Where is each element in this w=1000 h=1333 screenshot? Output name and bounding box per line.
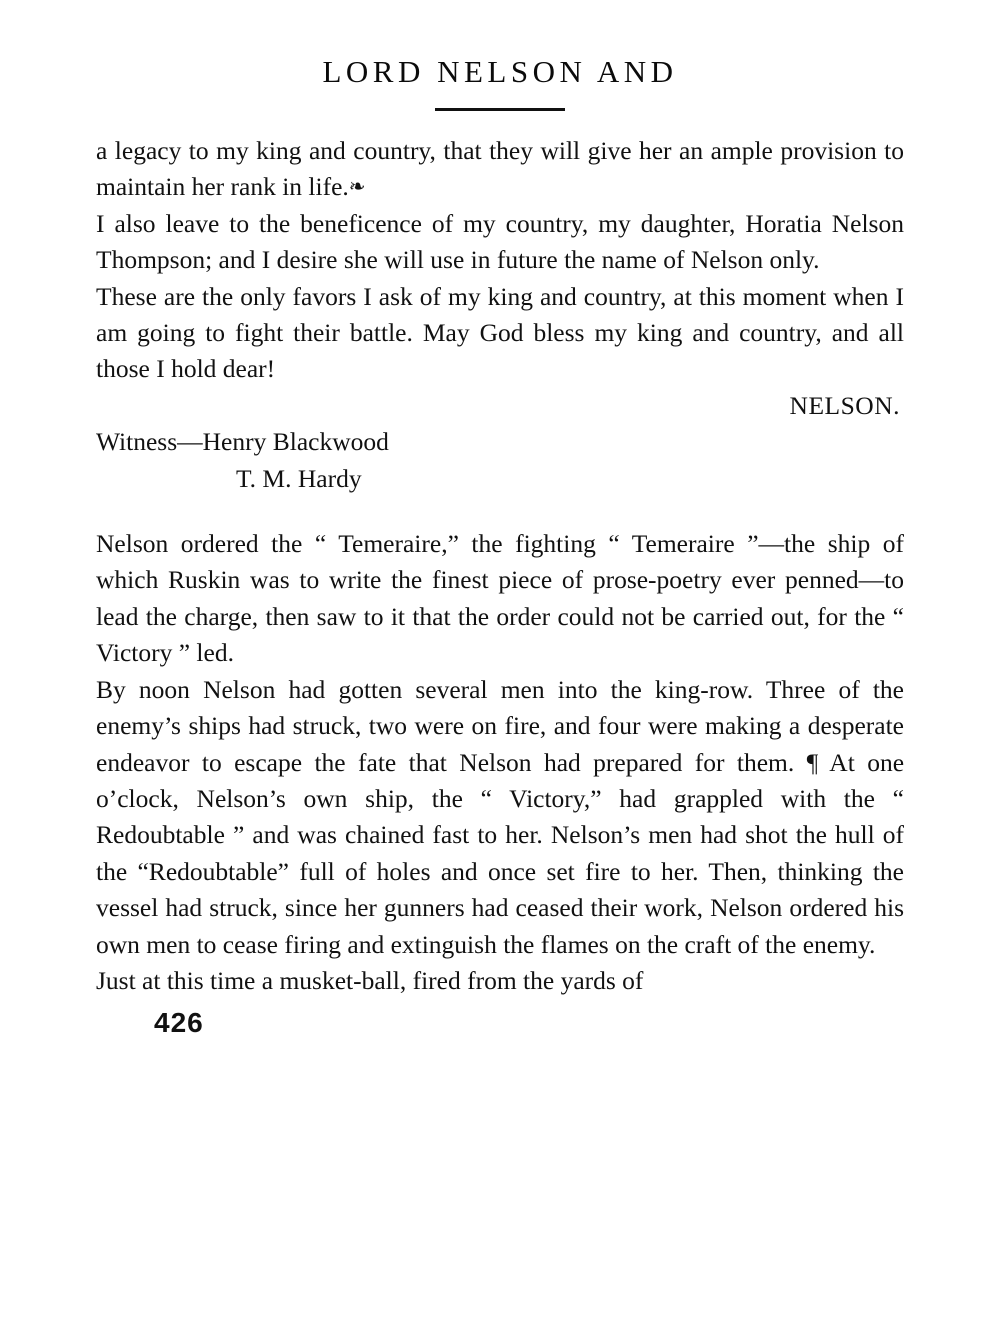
narrative-paragraph-2 [96,672,904,963]
letter-signature: NELSON. [789,390,900,420]
page-number: 426 [154,1007,204,1039]
letter-witness-name-hardy: T. M. Hardy [236,463,362,493]
narrative-paragraph-2-part-b: At one o’clock, Nelson’s own ship, the “ Victory,” had grappled with the “ Redoubtable ” and was chained fast to her. Nelson’s men had shot the hull of the “Redoubtable” full of holes and once set fire to her. Then, thinking the vessel had struck, since her gunners had ceased their work, Nelson ordered his own men to cease firing and extinguish the flames on the craft of the enemy. [96,747,905,959]
section-spacer [96,497,904,526]
fleuron-icon: ❧ [348,176,366,199]
letter-paragraph-1-text: a legacy to my king and country, that they will give her an ample provision to maintain her rank in life. [96,136,904,202]
narrative-paragraph-1: Nelson ordered the “ Temeraire,” the fighting “ Temeraire ”—the ship of which Ruskin was to write the finest piece of prose-poetry ever penned—to lead the charge, then saw to it that the order could not be carried out, for the “ Victory ” led. [96,529,904,668]
page-body [96,133,904,1042]
letter-paragraph-1 [96,133,904,206]
letter-witness-line: Witness—Henry Blackwood [96,427,389,457]
pilcrow-icon: ¶ [806,747,819,777]
header-divider [435,108,565,111]
narrative-paragraph-3: Just at this time a musket-ball, fired from the yards of [96,965,644,995]
letter-witness-line-2 [96,461,904,497]
letter-paragraph-2: I also leave to the beneficence of my country, my daughter, Horatia Nelson Thompson; and I desire she will use in future the name of Nelson only. [96,208,904,275]
narrative-paragraph-2-part-a: By noon Nelson had gotten several men into the king-row. Three of the enemy’s ships had struck, two were on fire, and four were making a desperate endeavor to escape the fate that Nelson had prepared for them. [96,674,904,777]
letter-paragraph-3 [96,279,904,425]
letter-paragraph-3-text: These are the only favors I ask of my king and country, at this moment when I am going to fight their battle. May God bless my king and country, and all those I hold dear! [96,281,904,384]
page-title: LORD NELSON AND [322,54,678,89]
